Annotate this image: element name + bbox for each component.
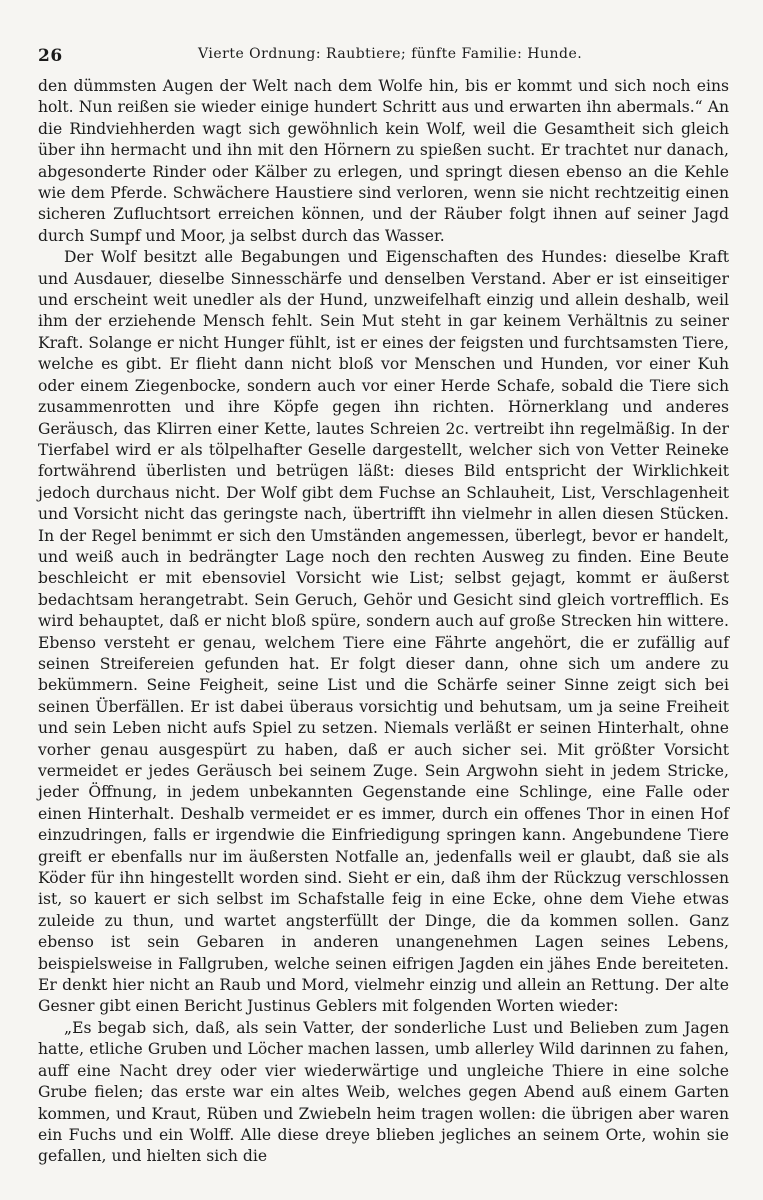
paragraph-continuation: den dümmsten Augen der Welt nach dem Wolfe hin, bis er kommt und sich noch eins holt. Nun reißen sie wieder einige hundert Schritt aus und erwarten ihn abermals.“ An die Rindviehherden wagt sich gewöhnlich kein Wolf, weil die Gesamtheit sich gleich über ihn hermacht und ihn mit den Hörnern zu spießen sucht. Er trachtet nur danach, abgesonderte Rinder oder Kälber zu erlegen, und springt diesen ebenso an die Kehle wie dem Pferde. Schwächere Haustiere sind verloren, wenn sie nicht rechtzeitig einen sicheren Zufluchtsort erreichen können, und der Räuber folgt ihnen auf seiner Jagd durch Sumpf und Moor, ja selbst durch das Wasser. xyxy=(38,77,729,245)
quoted-report: „Es begab sich, daß, als sein Vatter, der sonderliche Lust und Belieben zum Jagen hatte, etliche Gruben und Löcher machen lassen, umb allerley Wild darinnen zu fahen, auff eine Nacht drey oder vier wiederwärtige und ungleiche Thiere in eine solche Grube fielen; das erste war ein altes Weib, welches gegen Abend auß einem Garten kommen, und Kraut, Rüben und Zwiebeln heim tragen wollen: die übrigen aber waren ein Fuchs und ein Wolff. Alle diese dreye blieben jegliches an seinem Orte, wohin sie gefallen, und hielten sich die xyxy=(38,1018,729,1166)
body-text xyxy=(38,76,729,1168)
page-header xyxy=(38,42,729,72)
page-number: 26 xyxy=(38,46,63,66)
paragraph-wolf-traits: Der Wolf besitzt alle Begabungen und Eigenschaften des Hundes: dieselbe Kraft und Ausdauer, dieselbe Sinnesschärfe und denselben Verstand. Aber er ist einseitiger und erscheint weit unedler als der Hund, unzweifelhaft einzig und allein deshalb, weil ihm der erziehende Mensch fehlt. Sein Mut steht in gar keinem Verhältnis zu seiner Kraft. Solange er nicht Hunger fühlt, ist er eines der feigsten und furchtsamsten Tiere, welche es gibt. Er flieht dann nicht bloß vor Menschen und Hunden, vor einer Kuh oder einem Ziegenbocke, sondern auch vor einer Herde Schafe, sobald die Tiere sich zusammenrotten und ihre Köpfe gegen ihn richten. Hörnerklang und anderes Geräusch, das Klirren einer Kette, lautes Schreien 2c. vertreibt ihn regelmäßig. In der Tierfabel wird er als tölpelhafter Geselle dargestellt, welcher sich von Vetter Reineke fortwährend überlisten und betrügen läßt: dieses Bild entspricht der Wirklichkeit jedoch durchaus nicht. Der Wolf gibt dem Fuchse an Schlauheit, List, Verschlagenheit und Vorsicht nicht das geringste nach, übertrifft ihn vielmehr in allen diesen Stücken. In der Regel benimmt er sich den Umständen angemessen, überlegt, bevor er handelt, und weiß auch in bedrängter Lage noch den rechten Ausweg zu finden. Eine Beute beschleicht er mit ebensoviel Vorsicht wie List; selbst gejagt, kommt er äußerst bedachtsam herangetrabt. Sein Geruch, Gehör und Gesicht sind gleich vortrefflich. Es wird behauptet, daß er nicht bloß spüre, sondern auch auf große Strecken hin wittere. Ebenso versteht er genau, welchem Tiere eine Fährte angehört, die er zufällig auf seinen Streifereien gefunden hat. Er folgt dieser dann, ohne sich um andere zu bekümmern. Seine Feigheit, seine List und die Schärfe seiner Sinne zeigt sich bei seinen Überfällen. Er ist dabei überaus vorsichtig und behutsam, um ja seine Freiheit und sein Leben nicht aufs Spiel zu setzen. Niemals verläßt er seinen Hinterhalt, ohne vorher genau ausgespürt zu haben, daß er auch sicher sei. Mit größter Vorsicht vermeidet er jedes Geräusch bei seinem Zuge. Sein Argwohn sieht in jedem Stricke, jeder Öffnung, in jedem unbekannten Gegenstande eine Schlinge, eine Falle oder einen Hinterhalt. Deshalb vermeidet er es immer, durch ein offenes Thor in einen Hof einzudringen, falls er irgendwie die Einfriedigung springen kann. Angebundene Tiere greift er ebenfalls nur im äußersten Notfalle an, jedenfalls weil er glaubt, daß sie als Köder für ihn hingestellt worden sind. Sieht er ein, daß ihm der Rückzug verschlossen ist, so kauert er sich selbst im Schafstalle feig in eine Ecke, ohne dem Viehe etwas zuleide zu thun, und wartet angsterfüllt der Dinge, die da kommen sollen. Ganz ebenso ist sein Gebaren in anderen unangenehmen Lagen seines Lebens, beispielsweise in Fallgruben, welche seinen eifrigen Jagden ein jähes Ende bereiteten. Er denkt hier nicht an Raub und Mord, vielmehr einzig und allein an Rettung. Der alte Gesner gibt einen Bericht Justinus Geblers mit folgenden Worten wieder: xyxy=(38,248,729,1016)
running-head: Vierte Ordnung: Raubtiere; fünfte Familie: Hunde. xyxy=(198,46,583,62)
